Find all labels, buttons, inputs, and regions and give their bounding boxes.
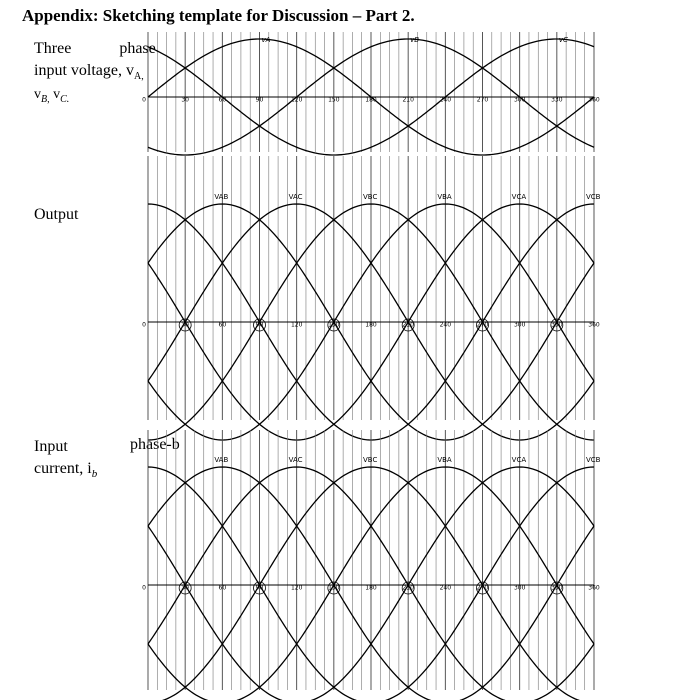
- tick-label: 240: [439, 584, 452, 592]
- output-label: Output: [34, 206, 79, 223]
- tick-label: 30: [181, 584, 189, 592]
- series-label-VBC: VBC: [363, 193, 378, 201]
- tick-label: 330: [551, 321, 563, 329]
- tick-label: 0: [142, 96, 146, 104]
- tick-label: 60: [218, 584, 227, 592]
- series-label-VBA: VBA: [437, 193, 452, 201]
- tick-label: 330: [551, 96, 563, 104]
- tick-label: 150: [328, 584, 340, 592]
- voltage-label-line3: $v_{B,}$ $v_{C.}$: [34, 87, 70, 105]
- series-label-VAC: VAC: [288, 456, 303, 464]
- voltage-label-line2: input voltage, $v_{A,}$: [34, 62, 144, 83]
- phase-b-label: phase-b: [130, 436, 180, 453]
- series-label-VAB: VAB: [214, 193, 229, 201]
- tick-label: 90: [255, 584, 264, 592]
- series-label-VCB: VCB: [586, 456, 601, 464]
- series-label-VAB: VAB: [214, 456, 229, 464]
- tick-label: 180: [365, 96, 377, 104]
- tick-label: 240: [439, 96, 452, 104]
- tick-label: 360: [588, 584, 600, 592]
- series-label-VCA: VCA: [511, 193, 527, 201]
- series-label-VCA: VCA: [511, 456, 527, 464]
- tick-label: 150: [328, 96, 340, 104]
- tick-label: 150: [328, 321, 340, 329]
- tick-label: 120: [290, 96, 303, 104]
- tick-label: 300: [513, 321, 526, 329]
- tick-label: 30: [181, 96, 189, 104]
- tick-label: 300: [513, 584, 526, 592]
- tick-label: 240: [439, 321, 452, 329]
- tick-label: 270: [476, 321, 489, 329]
- tick-label: 90: [255, 321, 264, 329]
- tick-label: 180: [365, 584, 377, 592]
- tick-label: 30: [181, 321, 189, 329]
- tick-label: 180: [365, 321, 377, 329]
- tick-label: 300: [513, 96, 526, 104]
- series-label-VAC: VAC: [288, 193, 303, 201]
- tick-label: 270: [476, 96, 489, 104]
- tick-label: 360: [588, 321, 600, 329]
- tick-label: 0: [142, 584, 146, 592]
- tick-label: 0: [142, 321, 146, 329]
- current-label-line2: current, $i_b$: [34, 460, 98, 481]
- tick-label: 270: [476, 584, 489, 592]
- tick-label: 60: [218, 321, 227, 329]
- tick-label: 60: [218, 96, 227, 104]
- tick-label: 90: [255, 96, 264, 104]
- tick-label: 330: [551, 584, 563, 592]
- tick-label: 360: [588, 96, 600, 104]
- tick-label: 210: [402, 321, 414, 329]
- series-label-VBC: VBC: [363, 456, 378, 464]
- tick-label: 120: [290, 321, 303, 329]
- series-label-VA: vA: [261, 36, 271, 44]
- current-label-line1: Input: [34, 438, 68, 455]
- tick-label: 120: [290, 584, 303, 592]
- tick-label: 210: [402, 584, 414, 592]
- series-label-VCB: VCB: [586, 193, 601, 201]
- series-label-VC: vC: [558, 36, 568, 44]
- page-title: Appendix: Sketching template for Discussion – Part 2.: [22, 6, 415, 25]
- voltage-label-line1: Three phase: [34, 40, 156, 57]
- series-label-VB: vB: [410, 36, 420, 44]
- series-label-VBA: VBA: [437, 456, 452, 464]
- tick-label: 210: [402, 96, 414, 104]
